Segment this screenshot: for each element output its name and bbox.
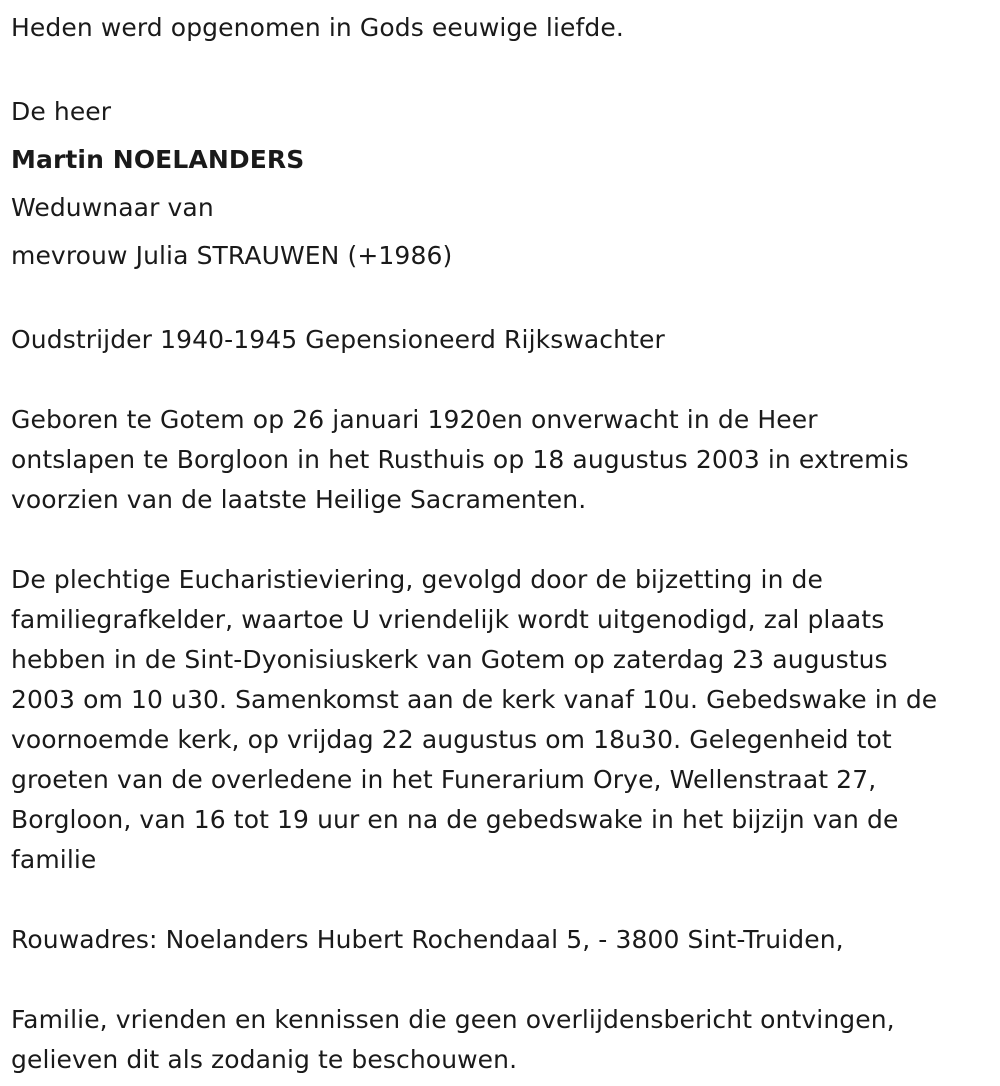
spacer (11, 520, 986, 560)
occupation: Oudstrijder 1940-1945 Gepensioneerd Rijkswachter (11, 325, 665, 354)
spacer (11, 360, 986, 400)
spacer (11, 280, 986, 320)
spacer (11, 960, 986, 1000)
paragraph-line: voorzien van de laatste Heilige Sacramenten. (11, 485, 587, 514)
paragraph-line: Geboren te Gotem op 26 januari 1920en onverwacht in de Heer (11, 405, 818, 434)
mourning-address: Rouwadres: Noelanders Hubert Rochendaal 5, - 3800 Sint-Truiden, (11, 925, 844, 954)
spouse-name: mevrouw Julia STRAUWEN (+1986) (11, 241, 453, 270)
paragraph-line: familiegrafkelder, waartoe U vriendelijk wordt uitgenodigd, zal plaats (11, 605, 885, 634)
paragraph-line: Familie, vrienden en kennissen die geen overlijdensbericht ontvingen, (11, 1005, 895, 1034)
intro-text: Heden werd opgenomen in Gods eeuwige liefde. (11, 13, 624, 42)
paragraph-line: Borgloon, van 16 tot 19 uur en na de gebedswake in het bijzijn van de (11, 805, 899, 834)
paragraph-line: gelieven dit als zodanig te beschouwen. (11, 1045, 518, 1074)
closing-paragraph (11, 1000, 986, 1080)
paragraph-line: hebben in de Sint-Dyonisiuskerk van Gotem op zaterdag 23 augustus (11, 645, 888, 674)
paragraph-line: groeten van de overledene in het Funerarium Orye, Wellenstraat 27, (11, 765, 877, 794)
paragraph-line: 2003 om 10 u30. Samenkomst aan de kerk vanaf 10u. Gebedswake in de (11, 685, 938, 714)
paragraph-line: familie (11, 845, 97, 874)
paragraph-line: De plechtige Eucharistieviering, gevolgd door de bijzetting in de (11, 565, 824, 594)
birth-death-paragraph (11, 400, 986, 520)
obituary-document (11, 8, 986, 1080)
salutation: De heer (11, 97, 112, 126)
widower-label: Weduwnaar van (11, 193, 214, 222)
ceremony-paragraph (11, 560, 986, 880)
paragraph-line: voornoemde kerk, op vrijdag 22 augustus om 18u30. Gelegenheid tot (11, 725, 892, 754)
deceased-name: Martin NOELANDERS (11, 145, 305, 174)
spacer (11, 48, 986, 88)
paragraph-line: ontslapen te Borgloon in het Rusthuis op 18 augustus 2003 in extremis (11, 445, 909, 474)
spacer (11, 880, 986, 920)
